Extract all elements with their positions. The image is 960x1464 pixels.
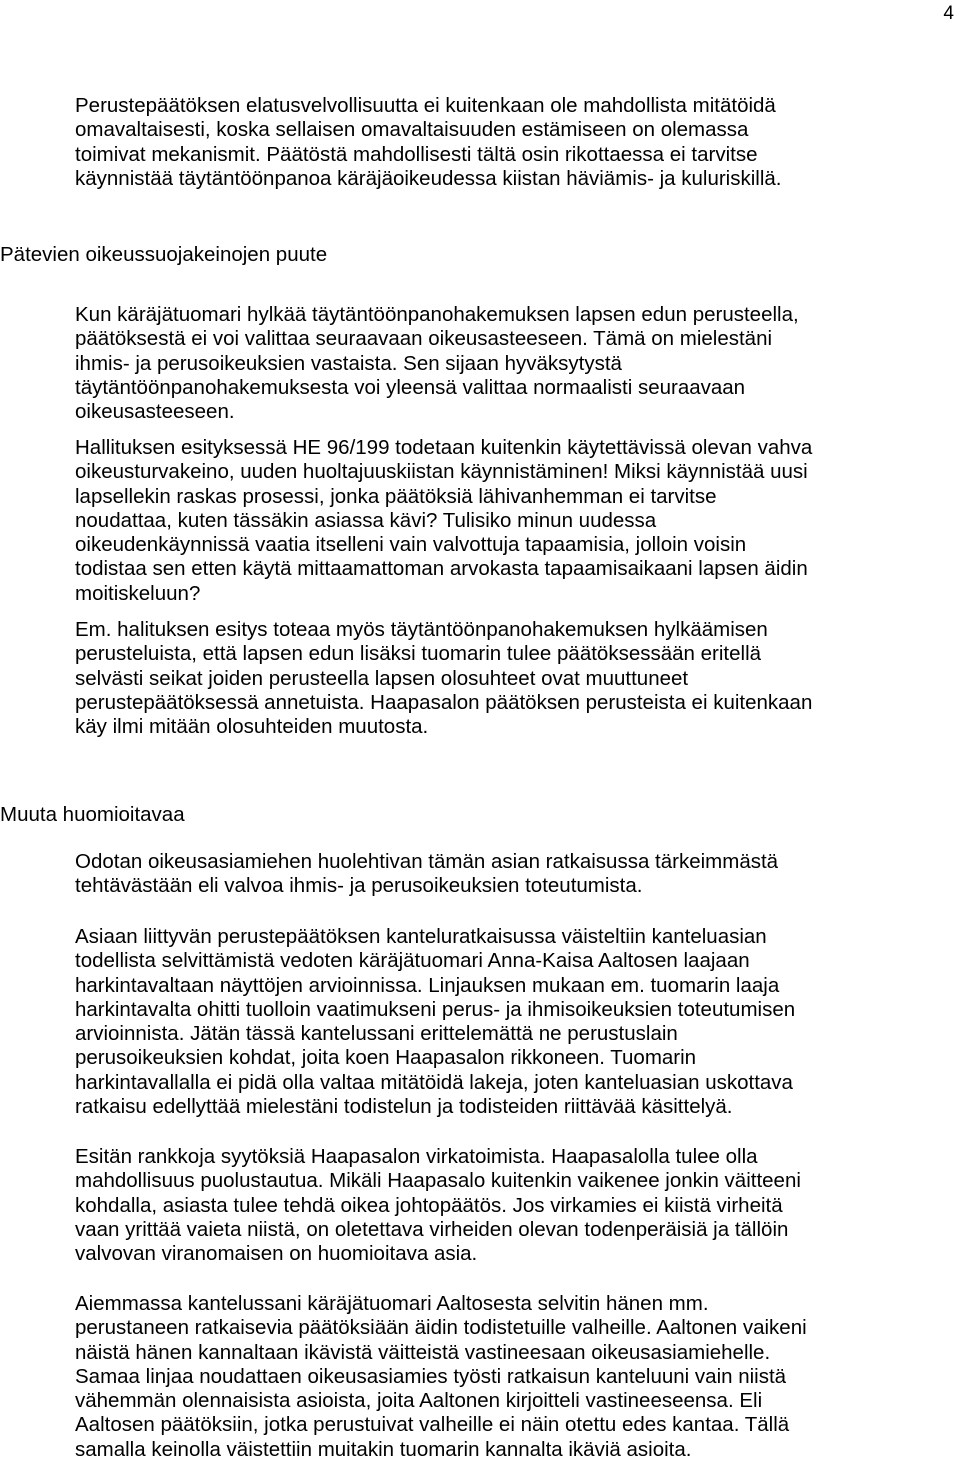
text-line: samalla keinolla väistettiin muitakin tuomarin kannalta ikäviä asioita. xyxy=(75,1437,692,1461)
text-line: todistaa sen etten käytä mittaamattoman arvokasta tapaamisaikaani lapsen äidin xyxy=(75,557,808,581)
text-line: Kun käräjätuomari hylkää täytäntöönpanohakemuksen lapsen edun perusteella, xyxy=(75,303,799,326)
section-heading: Muuta huomioitavaa xyxy=(0,803,185,826)
text-line: todellista selvittämistä vedoten käräjätuomari Anna-Kaisa Aaltosen laajaan xyxy=(75,949,750,973)
text-line: käynnistää täytäntöönpanoa käräjäoikeudessa kiistan häviämis- ja kuluriskillä. xyxy=(75,166,782,190)
paragraph xyxy=(75,303,960,424)
text-line: toimivat mekanismit. Päätöstä mahdollisesti tältä osin rikottaessa ei tarvitse xyxy=(75,142,758,166)
text-line: Esitän rankkoja syytöksiä Haapasalon virkatoimista. Haapasalolla tulee olla xyxy=(75,1145,758,1168)
text-line: selvästi seikat joiden perusteella lapsen olosuhteet ovat muuttuneet xyxy=(75,666,689,690)
text-line: harkintavallalla ei pidä olla valtaa mitätöidä lakeja, joten kanteluasian uskottava xyxy=(75,1070,793,1094)
text-line: perustaneen ratkaisevia päätöksiään äidin todistetuille valheille. Aaltonen vaikeni xyxy=(75,1316,807,1340)
text-line: kohdalla, asiasta tulee tehdä oikea johtopäätös. Jos virkamies ei kiistä virheitä xyxy=(75,1193,783,1217)
paragraph xyxy=(75,94,960,191)
paragraph xyxy=(75,618,960,739)
text-line: perusoikeuksien kohdat, joita koen Haapasalon rikkoneen. Tuomarin xyxy=(75,1046,697,1070)
text-line: vaan yrittää vaieta niistä, on oletettava virheiden olevan todenperäisiä ja tällöin xyxy=(75,1217,789,1241)
text-line: vähemmän olennaisista asioista, joita Aaltonen kirjoitteli vastineeseensa. Eli xyxy=(75,1389,763,1413)
section-heading: Pätevien oikeussuojakeinojen puute xyxy=(0,243,328,266)
paragraph xyxy=(75,1292,960,1462)
text-line: perustepäätöksessä annetuista. Haapasalon päätöksen perusteista ei kuitenkaan xyxy=(75,690,813,714)
text-line: tehtävästään eli valvoa ihmis- ja perusoikeuksien toteutumista. xyxy=(75,874,643,898)
text-line: harkintavalta ohitti tuolloin vaatimukseni perus- ja ihmisoikeuksien toteutumisen xyxy=(75,997,796,1021)
text-line: noudattaa, kuten tässäkin asiassa kävi? Tulisiko minun uudessa xyxy=(75,508,657,532)
paragraph xyxy=(75,850,960,899)
paragraph xyxy=(75,436,960,606)
text-line: Samaa linjaa noudattaen oikeusasiamies työsti ratkaisun kanteluuni vain niistä xyxy=(75,1364,787,1388)
text-line: Perustepäätöksen elatusvelvollisuutta ei kuitenkaan ole mahdollista mitätöidä xyxy=(75,94,776,117)
text-line: Odotan oikeusasiamiehen huolehtivan tämän asian ratkaisussa tärkeimmästä xyxy=(75,850,779,873)
text-line: arvioinnista. Jätän tässä kantelussani erittelemättä ne perustuslain xyxy=(75,1022,678,1046)
text-line: Em. halituksen esitys toteaa myös täytäntöönpanohakemuksen hylkäämisen xyxy=(75,618,768,641)
text-line: harkintavaltaan näyttöjen arvioinnissa. Linjauksen mukaan em. tuomarin laaja xyxy=(75,973,780,997)
paragraph xyxy=(75,925,960,1119)
text-line: Asiaan liittyvän perustepäätöksen kanteluratkaisussa väisteltiin kanteluasian xyxy=(75,925,767,948)
text-line: Aaltosen päätöksiin, jotka perustuivat valheille ei näin otettu edes kantaa. Tällä xyxy=(75,1413,790,1437)
text-line: lapsellekin raskas prosessi, jonka päätöksiä lähivanhemman ei tarvitse xyxy=(75,484,717,508)
text-line: Hallituksen esityksessä HE 96/199 todetaan kuitenkin käytettävissä olevan vahva xyxy=(75,436,813,459)
text-line: oikeusturvakeino, uuden huoltajuuskiistan käynnistäminen! Miksi käynnistää uusi xyxy=(75,460,808,484)
text-line: mahdollisuus puolustautua. Mikäli Haapasalo kuitenkin vaikenee jonkin väitteeni xyxy=(75,1169,801,1193)
text-line: omavaltaisesti, koska sellaisen omavaltaisuuden estämiseen on olemassa xyxy=(75,118,749,142)
text-line: moitiskeluun? xyxy=(75,581,201,605)
text-line: oikeudenkäynnissä vaatia itselleni vain valvottuja tapaamisia, jolloin voisin xyxy=(75,533,747,557)
text-line: perusteluista, että lapsen edun lisäksi tuomarin tulee päätöksessään eritellä xyxy=(75,642,762,666)
page-number: 4 xyxy=(943,3,954,24)
text-line: Aiemmassa kantelussani käräjätuomari Aaltosesta selvitin hänen mm. xyxy=(75,1292,709,1315)
text-line: täytäntöönpanohakemuksesta voi yleensä valittaa normaalisti seuraavaan xyxy=(75,375,746,399)
text-line: päätöksestä ei voi valittaa seuraavaan oikeusasteeseen. Tämä on mielestäni xyxy=(75,327,773,351)
paragraph xyxy=(75,1145,960,1266)
text-line: ihmis- ja perusoikeuksien vastaista. Sen sijaan hyväksytystä xyxy=(75,351,622,375)
text-line: oikeusasteeseen. xyxy=(75,400,235,424)
text-line: näistä hänen kannaltaan ikävistä väitteistä vastineesaan oikeusasiamiehelle. xyxy=(75,1340,771,1364)
text-line: ratkaisu edellyttää mielestäni todistelun ja todisteiden riittävää käsittelyä. xyxy=(75,1095,733,1119)
text-line: valvovan viranomaisen on huomioitava asia. xyxy=(75,1242,478,1266)
text-line: käy ilmi mitään olosuhteiden muutosta. xyxy=(75,715,429,739)
